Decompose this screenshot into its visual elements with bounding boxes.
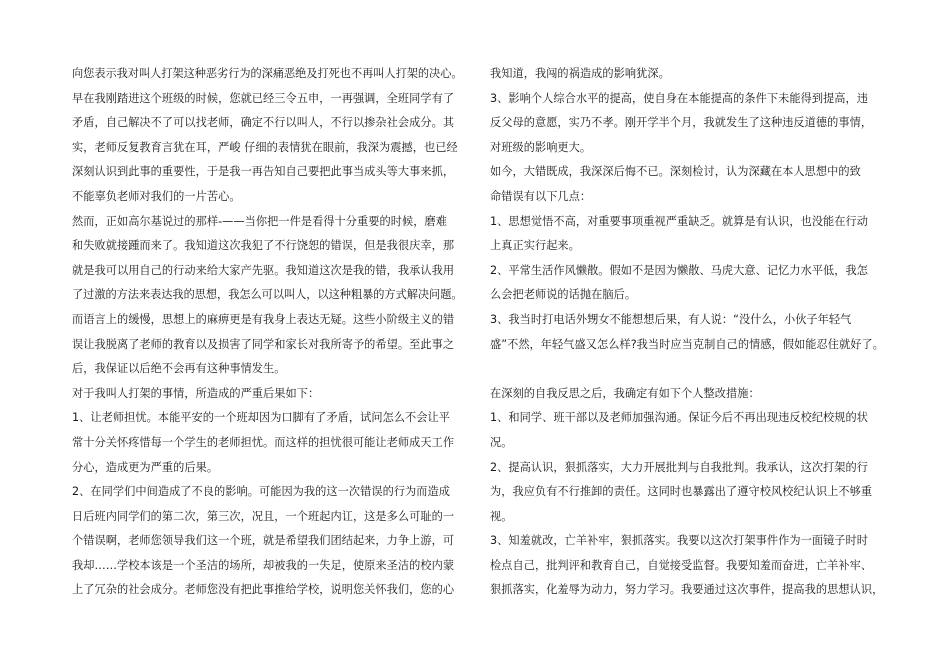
text-line: 视。 — [490, 509, 513, 523]
text-line: 2、在同学们中间造成了不良的影响。可能因为我的这一次错误的行为而造成 — [72, 485, 451, 499]
text-line: 如今，大错既成，我深深后悔不已。深刻检讨，认为深藏在本人思想中的致 — [490, 165, 861, 179]
text-line: 盛”不然，年轻气盛又怎么样?我当时应当克制自己的情感，假如能忍住就好了。 — [490, 337, 884, 351]
left-text-column — [72, 62, 464, 603]
text-line: 2、提高认识，狠抓落实，大力开展批判与自我批判。我承认，这次打架的行 — [490, 460, 869, 474]
text-line: 不能辜负老师对我们的一片苦心。 — [72, 189, 241, 203]
text-line: 1、和同学、班干部以及老师加强沟通。保证今后不再出现违反校纪校规的状 — [490, 411, 869, 425]
text-line: 3、影响个人综合水平的提高，使自身在本能提高的条件下未能得到提高，违 — [490, 91, 869, 105]
text-line: 早在我刚踏进这个班级的时候，您就已经三令五申，一再强调，全班同学有了 — [72, 91, 455, 105]
text-line: 个错误啊，老师您领导我们这一个班，就是希望我们团结起来，力争上游，可 — [72, 534, 455, 548]
text-line: 上了冗杂的社会成分。老师您没有把此事推给学校，说明您关怀我们，您的心 — [72, 583, 455, 597]
text-line: 对班级的影响更大。 — [490, 140, 592, 154]
text-line: 3、我当时打电话外甥女不能想想后果，有人说：“没什么，小伙子年轻气 — [490, 312, 852, 326]
text-line: 3、知羞就改，亡羊补牢，狠抓落实。我要以这次打架事件作为一面镜子时时 — [490, 534, 869, 548]
text-line: 而语言上的缓慢，思想上的麻痹更是有我身上表达无疑。这些小阶级主义的错 — [72, 312, 455, 326]
text-line: 检点自己，批判评和教育自己，自觉接受监督。我要知羞而奋进，亡羊补牢、 — [490, 558, 873, 572]
text-line: 了过激的方法来表达我的思想，我怎么可以叫人，以这种粗暴的方式解决问题。 — [72, 288, 463, 302]
text-line: 向您表示我对叫人打架这种恶劣行为的深痛恶绝及打死也不再叫人打架的决心。 — [72, 67, 463, 80]
text-line: 上真正实行起来。 — [490, 239, 580, 253]
text-line: 常十分关怀疼惜每一个学生的老师担忧。而这样的担忧很可能让老师成天工作 — [72, 435, 455, 449]
text-line: 我却……学校本该是一个圣洁的场所，却被我的一失足，使原来圣洁的校内蒙 — [72, 558, 455, 572]
text-line: 后，我保证以后绝不会再有这种事情发生。 — [72, 362, 286, 376]
text-line: 和失败就接踵而来了。我知道这次我犯了不行饶恕的错误，但是我很庆幸，那 — [72, 239, 455, 253]
text-line: 命错误有以下几点： — [490, 189, 592, 203]
right-text-column — [490, 62, 890, 603]
text-line: 我知道，我闯的祸造成的影响犹深。 — [490, 67, 670, 80]
text-line: 误让我脱离了老师的教育以及损害了同学和家长对我所寄予的希望。至此事之 — [72, 337, 455, 351]
text-line: 么会把老师说的话抛在脑后。 — [490, 288, 637, 302]
text-line: 2、平常生活作风懒散。假如不是因为懒散、马虎大意、记忆力水平低，我怎 — [490, 263, 869, 277]
text-line: 1、思想觉悟不高，对重要事项重视严重缺乏。就算是有认识，也没能在行动 — [490, 214, 869, 228]
text-line: 为，我应负有不行推卸的责任。这同时也暴露出了遵守校风校纪认识上不够重 — [490, 485, 873, 499]
text-line: 日后班内同学们的第二次，第三次，况且，一个班起内讧，这是多么可耻的一 — [72, 509, 455, 523]
text-line: 1、让老师担忧。本能平安的一个班却因为口脚有了矛盾，试问怎么不会让平 — [72, 411, 451, 425]
text-line: 就是我可以用自己的行动来给大家产先驱。我知道这次是我的错，我承认我用 — [72, 263, 455, 277]
text-line: 分心，造成更为严重的后果。 — [72, 460, 219, 474]
text-line: 对于我叫人打架的事情，所造成的严重后果如下： — [72, 386, 320, 400]
text-line: 矛盾，自己解决不了可以找老师，确定不行以叫人，不行以掺杂社会成分。其 — [72, 116, 455, 130]
blank-line — [490, 357, 890, 382]
text-line: 况。 — [490, 435, 513, 449]
text-line: 反父母的意愿，实乃不孝。刚开学半个月，我就发生了这种违反道德的事情， — [490, 116, 873, 130]
text-line: 然而，正如高尔基说过的那样-——当你把一件是看得十分重要的时候，磨难 — [72, 214, 447, 228]
text-line: 狠抓落实，化羞辱为动力，努力学习。我要通过这次事件，提高我的思想认识， — [490, 583, 884, 597]
text-line: 在深刻的自我反思之后，我确定有如下个人整改措施： — [490, 386, 760, 400]
text-line: 实，老师反复教育言犹在耳，严峻 仔细的表情犹在眼前，我深为震撼，也已经 — [72, 140, 458, 154]
text-line: 深刻认识到此事的重要性，于是我一再告知自己要把此事当成头等大事来抓， — [72, 165, 455, 179]
